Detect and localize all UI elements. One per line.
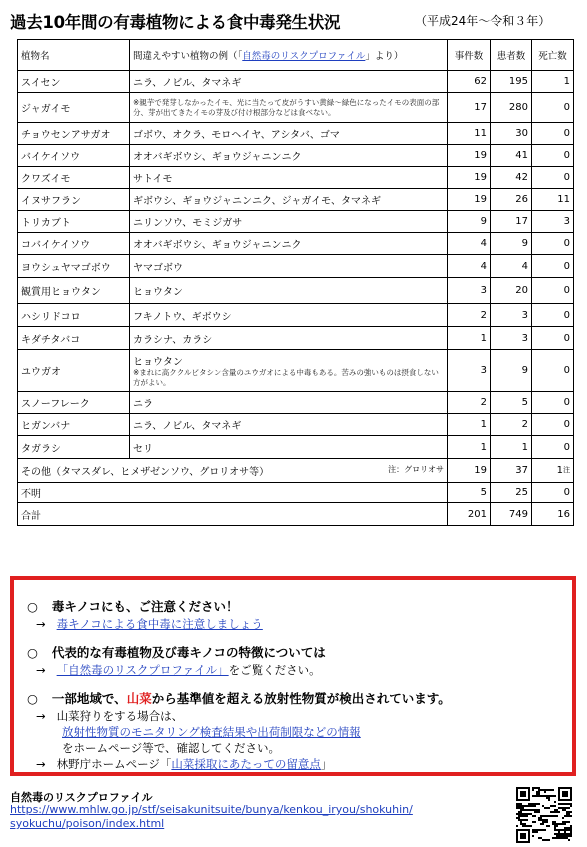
table-row xyxy=(18,255,574,278)
notice-mushroom-heading xyxy=(27,597,239,615)
example-cell xyxy=(130,255,448,278)
table-header-row xyxy=(18,40,574,71)
cases-cell: 17 xyxy=(448,93,491,123)
notice-features-line xyxy=(36,662,321,678)
example-cell xyxy=(130,327,448,350)
example-text: ニリンソウ、モミジガサ xyxy=(133,218,243,229)
notice-radiation-line-4 xyxy=(36,756,332,772)
title-bar xyxy=(0,0,587,38)
patients-cell: 42 xyxy=(491,167,532,189)
table-row xyxy=(18,233,574,255)
patients-cell: 17 xyxy=(491,211,532,233)
cases-cell: 1 xyxy=(448,436,491,459)
table-row xyxy=(18,304,574,327)
other-deaths-value: 1 xyxy=(556,465,563,476)
other-note: 注：グロリオサ xyxy=(388,465,444,474)
footer-title: 自然毒のリスクプロファイル xyxy=(10,791,153,804)
plant-name: 観賞用ヒョウタン xyxy=(18,278,130,304)
plant-name: ヒガンバナ xyxy=(18,414,130,436)
example-cell xyxy=(130,211,448,233)
cases-cell: 2 xyxy=(448,304,491,327)
total-patients: 749 xyxy=(491,503,532,526)
deaths-cell: 0 xyxy=(532,123,574,145)
patients-cell: 280 xyxy=(491,93,532,123)
table-body xyxy=(18,71,574,459)
cases-cell: 11 xyxy=(448,123,491,145)
example-text: オオバギボウシ、ギョウジャニンニク xyxy=(133,152,302,163)
table-row xyxy=(18,278,574,304)
example-note: ※親芋で発芽しなかったイモ、光に当たって皮がうすい黄緑～緑色になったイモの表面の部分、芽が出てきたイモの芽及び付け根部分などは食べない。 xyxy=(133,97,440,117)
example-cell xyxy=(130,167,448,189)
table-row xyxy=(18,145,574,167)
deaths-cell: 0 xyxy=(532,278,574,304)
notice-features-suffix: をご覧ください。 xyxy=(228,663,321,677)
table-row xyxy=(18,414,574,436)
table-row xyxy=(18,350,574,392)
notice-radiation-l1: 山菜狩りをする場合は、 xyxy=(56,709,184,723)
plant-name: タガラシ xyxy=(18,436,130,459)
plant-name: ヨウシュヤマゴボウ xyxy=(18,255,130,278)
notice-radiation-prefix: 一部地域で、 xyxy=(51,691,127,706)
risk-profile-notice-link[interactable]: 「自然毒のリスクプロファイル」 xyxy=(56,663,229,677)
cases-cell: 1 xyxy=(448,327,491,350)
example-text: セリ xyxy=(133,443,153,455)
unknown-deaths: 0 xyxy=(532,483,574,503)
other-deaths-mark: 注 xyxy=(563,466,570,474)
cases-cell: 3 xyxy=(448,350,491,392)
patients-cell: 4 xyxy=(491,255,532,278)
example-cell xyxy=(130,436,448,459)
notice-mushroom-line xyxy=(36,616,263,632)
example-text: ニラ、ノビル、タマネギ xyxy=(133,421,242,432)
example-text: ヒョウタン xyxy=(133,357,183,368)
unknown-patients: 25 xyxy=(491,483,532,503)
table-row xyxy=(18,189,574,211)
page-subtitle: （平成24年～令和３年） xyxy=(415,14,551,28)
notice-features-heading xyxy=(27,643,326,661)
table-row xyxy=(18,71,574,93)
notice-radiation-l4-prefix: 林野庁ホームページ「 xyxy=(56,757,172,771)
bullet-circle-icon: ○ xyxy=(27,691,38,706)
table-row xyxy=(18,123,574,145)
cases-cell: 1 xyxy=(448,414,491,436)
header-plant: 植物名 xyxy=(18,40,130,71)
table-row xyxy=(18,392,574,414)
deaths-cell: 0 xyxy=(532,350,574,392)
header-cases: 事件数 xyxy=(448,40,491,71)
other-cases: 19 xyxy=(448,459,491,483)
cases-cell: 4 xyxy=(448,233,491,255)
plant-name: スノーフレーク xyxy=(18,392,130,414)
example-text: ニラ xyxy=(133,399,153,410)
notice-radiation-l3: をホームページ等で、確認してください。 xyxy=(62,741,281,755)
footer-url-line-1: https://www.mhlw.go.jp/stf/seisakunitsuite/bunya/kenkou_iryou/shokuhin/ xyxy=(10,803,413,816)
deaths-cell: 0 xyxy=(532,327,574,350)
notice-radiation-red: 山菜 xyxy=(126,691,152,706)
arrow-icon: → xyxy=(36,757,46,771)
table-row-unknown xyxy=(18,483,574,503)
header-deaths: 死亡数 xyxy=(532,40,574,71)
example-cell xyxy=(130,145,448,167)
example-cell xyxy=(130,350,448,392)
example-cell xyxy=(130,392,448,414)
cases-cell: 9 xyxy=(448,211,491,233)
table-row xyxy=(18,327,574,350)
deaths-cell: 11 xyxy=(532,189,574,211)
patients-cell: 9 xyxy=(491,350,532,392)
wild-vegetable-link[interactable]: 山菜採取にあたっての留意点 xyxy=(171,757,321,771)
plant-name: クワズイモ xyxy=(18,167,130,189)
deaths-cell: 0 xyxy=(532,255,574,278)
table-row xyxy=(18,167,574,189)
deaths-cell: 0 xyxy=(532,167,574,189)
cases-cell: 19 xyxy=(448,189,491,211)
notice-mushroom-text: 毒キノコにも、ご注意ください！ xyxy=(51,599,239,614)
notice-radiation-line-2 xyxy=(62,724,361,740)
qr-code-icon[interactable] xyxy=(516,787,572,843)
mushroom-warning-link[interactable]: 毒キノコによる食中毒に注意しましょう xyxy=(56,617,263,631)
arrow-icon: → xyxy=(36,663,46,677)
footer-url-line-2: syokuchu/poison/index.html xyxy=(10,817,165,830)
notice-radiation-suffix: から基準値を超える放射性物質が検出されています。 xyxy=(151,691,451,706)
table-row xyxy=(18,436,574,459)
patients-cell: 5 xyxy=(491,392,532,414)
plant-name: チョウセンアサガオ xyxy=(18,123,130,145)
plant-name: キダチタバコ xyxy=(18,327,130,350)
notice-radiation-line-3 xyxy=(62,740,280,756)
total-cases: 201 xyxy=(448,503,491,526)
notice-radiation-l4-suffix: 」 xyxy=(320,757,333,771)
unknown-cases: 5 xyxy=(448,483,491,503)
poisoning-table xyxy=(17,39,574,526)
bullet-circle-icon: ○ xyxy=(27,599,38,614)
monitoring-results-link[interactable]: 放射性物質のモニタリング検査結果や出荷制限などの情報 xyxy=(62,725,361,739)
cases-cell: 19 xyxy=(448,145,491,167)
example-cell xyxy=(130,71,448,93)
notice-box xyxy=(10,576,576,776)
cases-cell: 19 xyxy=(448,167,491,189)
notice-radiation-heading xyxy=(27,689,451,707)
deaths-cell: 0 xyxy=(532,93,574,123)
cases-cell: 4 xyxy=(448,255,491,278)
page-title: 過去10年間の有毒植物による食中毒発生状況 xyxy=(10,13,341,32)
example-cell xyxy=(130,233,448,255)
notice-features-text: 代表的な有毒植物及び毒キノコの特徴については xyxy=(51,645,326,660)
deaths-cell: 0 xyxy=(532,145,574,167)
plant-name: ハシリドコロ xyxy=(18,304,130,327)
notice-radiation-line-1 xyxy=(36,708,183,724)
arrow-icon: → xyxy=(36,617,46,631)
table-row xyxy=(18,211,574,233)
example-cell xyxy=(130,123,448,145)
deaths-cell: 0 xyxy=(532,304,574,327)
cases-cell: 62 xyxy=(448,71,491,93)
patients-cell: 26 xyxy=(491,189,532,211)
plant-name: バイケイソウ xyxy=(18,145,130,167)
total-deaths: 16 xyxy=(532,503,574,526)
cases-cell: 3 xyxy=(448,278,491,304)
bullet-circle-icon: ○ xyxy=(27,645,38,660)
example-text: ゴボウ、オクラ、モロヘイヤ、アシタバ、ゴマ xyxy=(133,130,340,141)
patients-cell: 41 xyxy=(491,145,532,167)
cases-cell: 2 xyxy=(448,392,491,414)
example-cell xyxy=(130,189,448,211)
plant-name: トリカブト xyxy=(18,211,130,233)
unknown-label: 不明 xyxy=(18,483,448,503)
example-text: フキノトウ、ギボウシ xyxy=(133,311,232,323)
example-cell xyxy=(130,414,448,436)
patients-cell: 2 xyxy=(491,414,532,436)
deaths-cell: 0 xyxy=(532,392,574,414)
header-patients: 患者数 xyxy=(491,40,532,71)
patients-cell: 30 xyxy=(491,123,532,145)
patients-cell: 20 xyxy=(491,278,532,304)
other-label: その他（タマスダレ、ヒメザゼンソウ、グロリオサ等） xyxy=(21,467,270,478)
plant-name: ジャガイモ xyxy=(18,93,130,123)
arrow-icon: → xyxy=(36,709,46,723)
example-cell xyxy=(130,304,448,327)
table-row xyxy=(18,93,574,123)
example-cell xyxy=(130,278,448,304)
other-cell xyxy=(18,459,448,483)
other-patients: 37 xyxy=(491,459,532,483)
deaths-cell: 3 xyxy=(532,211,574,233)
patients-cell: 1 xyxy=(491,436,532,459)
total-label: 合計 xyxy=(18,503,448,526)
example-text: サトイモ xyxy=(133,174,173,185)
header-example xyxy=(130,40,448,71)
example-text: ニラ、ノビル、タマネギ xyxy=(133,78,242,89)
table-row-other xyxy=(18,459,574,483)
example-cell xyxy=(130,93,448,123)
header-example-prefix: 間違えやすい植物の例（「 xyxy=(133,51,243,62)
example-text: ギボウシ、ギョウジャニンニク、ジャガイモ、タマネギ xyxy=(133,196,381,207)
patients-cell: 195 xyxy=(491,71,532,93)
example-text: オオバギボウシ、ギョウジャニンニク xyxy=(133,240,302,251)
example-note: ※まれに高ククルビタシン含量のユウガオによる中毒もある。苦みの強いものは摂食しない方がよい。 xyxy=(133,368,439,387)
header-example-suffix: 」より） xyxy=(365,51,404,62)
plant-name: スイセン xyxy=(18,71,130,93)
patients-cell: 9 xyxy=(491,233,532,255)
deaths-cell: 0 xyxy=(532,414,574,436)
risk-profile-link[interactable]: 自然毒のリスクプロファイル xyxy=(242,51,366,62)
plant-name: コバイケイソウ xyxy=(18,233,130,255)
plant-name: ユウガオ xyxy=(18,350,130,392)
footer-url-link[interactable] xyxy=(10,803,413,831)
patients-cell: 3 xyxy=(491,304,532,327)
other-deaths xyxy=(532,459,574,483)
deaths-cell: 0 xyxy=(532,233,574,255)
example-text: カラシナ、カラシ xyxy=(133,334,213,346)
plant-name: イヌサフラン xyxy=(18,189,130,211)
patients-cell: 3 xyxy=(491,327,532,350)
table-row-total xyxy=(18,503,574,526)
example-text: ヒョウタン xyxy=(133,287,183,298)
example-text: ヤマゴボウ xyxy=(133,262,183,274)
deaths-cell: 0 xyxy=(532,436,574,459)
deaths-cell: 1 xyxy=(532,71,574,93)
